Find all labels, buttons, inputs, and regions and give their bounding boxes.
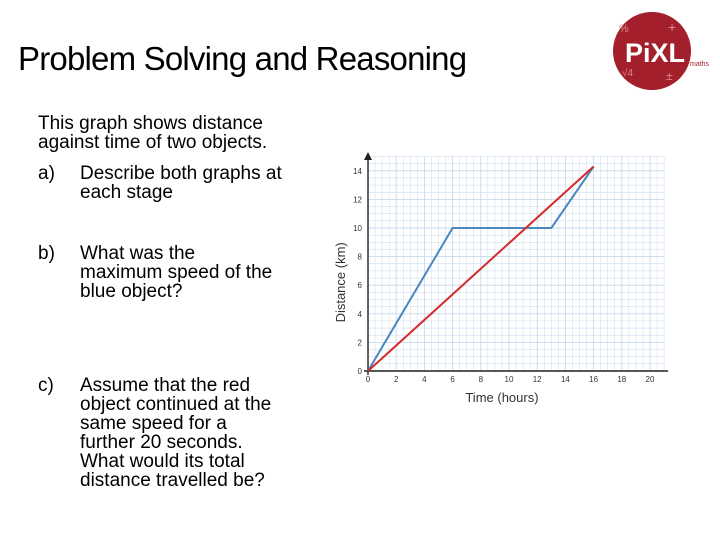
question-c-line: distance travelled be? bbox=[80, 470, 265, 491]
question-c-label: c) bbox=[38, 375, 54, 396]
question-b-line: maximum speed of the bbox=[80, 262, 273, 283]
svg-text:√4: √4 bbox=[622, 68, 634, 79]
question-c bbox=[38, 376, 271, 490]
y-tick-label: 12 bbox=[353, 195, 362, 205]
x-tick-label: 10 bbox=[504, 375, 514, 384]
y-tick-label: 10 bbox=[353, 224, 362, 233]
x-tick-label: 0 bbox=[365, 375, 371, 384]
logo-subtext: maths bbox=[690, 61, 710, 68]
x-tick-label: 14 bbox=[560, 375, 570, 384]
question-c-line: same speed for a bbox=[80, 413, 227, 434]
question-a bbox=[38, 164, 282, 202]
logo-text: PiXL bbox=[625, 38, 686, 68]
x-tick-label: 6 bbox=[450, 375, 455, 384]
question-a-line: each stage bbox=[80, 182, 173, 203]
y-axis-arrow bbox=[364, 152, 372, 160]
question-a-label: a) bbox=[38, 163, 55, 184]
x-tick-label: 12 bbox=[532, 375, 542, 384]
question-c-line: What would its total bbox=[80, 451, 245, 472]
page-title: Problem Solving and Reasoning bbox=[18, 40, 467, 77]
y-tick-label: 14 bbox=[353, 166, 362, 176]
y-tick-label: 6 bbox=[357, 281, 362, 291]
x-tick-label: 8 bbox=[478, 375, 484, 384]
question-b-label: b) bbox=[38, 243, 55, 264]
question-b-line: What was the bbox=[80, 243, 196, 264]
y-tick-label: 8 bbox=[357, 252, 362, 262]
question-a-line: Describe both graphs at bbox=[80, 163, 282, 184]
x-axis-label: Time (hours) bbox=[465, 390, 539, 405]
x-tick-label: 4 bbox=[422, 375, 427, 384]
y-tick-label: 0 bbox=[357, 367, 362, 376]
y-tick-label: 2 bbox=[357, 338, 362, 348]
svg-text:%: % bbox=[619, 23, 629, 35]
y-axis-label: Distance (km) bbox=[333, 242, 348, 323]
x-tick-label: 20 bbox=[645, 375, 655, 384]
intro-line-2: against time of two objects. bbox=[38, 132, 268, 153]
x-tick-label: 16 bbox=[589, 375, 599, 384]
x-tick-label: 18 bbox=[617, 375, 627, 384]
y-tick-label: 4 bbox=[357, 309, 362, 319]
svg-text:+: + bbox=[668, 19, 677, 35]
question-b bbox=[38, 244, 272, 301]
question-b-line: blue object? bbox=[80, 281, 183, 302]
question-c-line: object continued at the bbox=[80, 394, 272, 415]
intro-line-1: This graph shows distance bbox=[38, 113, 263, 134]
question-c-line: further 20 seconds. bbox=[80, 432, 243, 453]
x-tick-label: 2 bbox=[393, 375, 399, 384]
distance-time-chart bbox=[325, 138, 693, 413]
intro-text bbox=[38, 114, 267, 152]
question-c-line: Assume that the red bbox=[80, 375, 251, 396]
svg-text:±: ± bbox=[666, 69, 673, 83]
pixl-logo bbox=[610, 10, 715, 92]
